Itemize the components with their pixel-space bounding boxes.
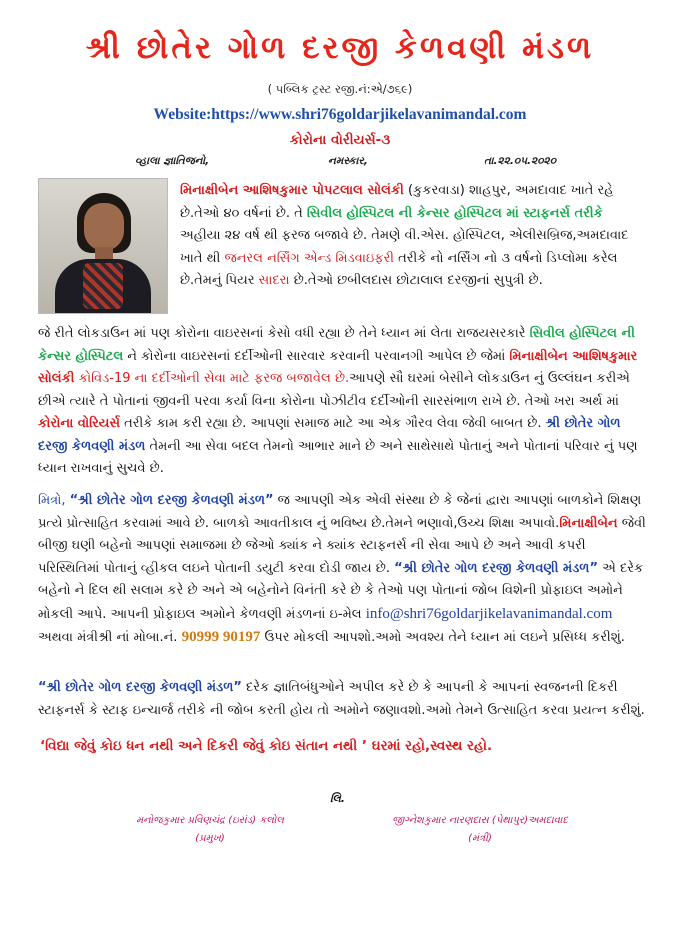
nurse-name: મિનાક્ષીબેન <box>559 515 618 531</box>
greeting: વ્હાલા જ્ઞાતિજનો, <box>135 155 210 167</box>
email-link[interactable]: info@shri76goldarjikelavanimandal.com <box>365 605 613 622</box>
phone-number[interactable]: 90999 90197 <box>181 629 261 645</box>
course-name: જનરલ નર્સિંગ એન્ડ મિડવાઇફરી <box>224 250 395 266</box>
hospital-name: સિવીલ હોસ્પિટલ ની કેન્સર હોસ્પિટલ <box>38 326 635 364</box>
organization-title: શ્રી છોતેર ગોળ દરજી કેળવણી મંડળ <box>85 30 595 66</box>
signature-president <box>110 812 310 848</box>
president-role: (પ્રમુખ) <box>195 833 225 844</box>
service-paragraph: જે રીતે લોકડાઉન માં પણ કોરોના વાઇરસનાં કેસો વધી રહ્યા છે તેને ધ્યાન માં લેતા રાજયસરકારે સિવીલ હોસ્પિટલ ની કેન્સર હોસ્પિટલ ને કોરોના વાઇરસનાં દર્દીઓની સારવાર કરવાની પરવાનગી આપેલ છે જેમાં મિનાક્ષીબેન આશિષકુમાર સોલંકી કોવિડ-19 ના દર્દીઓની સેવા માટે ફરજ બજાવેલ છે.આપણે સૌ ઘરમાં બેસીને લોકડાઉન નું ઉલ્લંઘન કરીએ છીએ ત્યારે તે પોતાનાં જીવની પરવા કર્યા વિના કોરોના પોઝીટીવ દર્દીઓની સારસંભાળ રાખે છે. તેઓ ખરા અર્થ માં કોરોના વોરિયર્સ તરીકે કામ કરી રહ્યા છે. આપણાં સમાજ માટે આ એક ગૌરવ લેવા જેવી બાબત છે. શ્રી છોતેર ગોળ દરજી કેળવણી મંડળ તેમની આ સેવા બદલ તેમનો આભાર માને છે અને સાથેસાથે પોતાનું અને પોતાનાં પરિવાર નું પણ ધ્યાન રાખવાનું સુચવે છે. <box>38 326 638 476</box>
namaskar: નમસ્કાર, <box>328 155 368 167</box>
nurse-name: મિનાક્ષીબેન આશિષકુમાર સોલંકી <box>38 348 638 386</box>
hospital-name: સિવીલ હોસ્પિટલ ની કેન્સર હોસ્પિટલ માં સ્ટાફનર્સ તરીકે <box>306 205 603 221</box>
village-name: સાદરા <box>258 273 290 288</box>
slogan-line <box>40 738 650 754</box>
signature-li: લિ. <box>330 792 345 805</box>
quote-text: ‘વિદ્યા જેવું કોઇ ધન નથી અને દિકરી જેવું કોઇ સંતાન નથી ’ <box>40 738 368 754</box>
letter-date: તા.૨૨.૦૫.૨૦૨૦ <box>484 155 557 167</box>
corona-warriors: કોરોના વોરિયર્સ <box>38 416 120 431</box>
request-paragraph: “શ્રી છોતેર ગોળ દરજી કેળવણી મંડળ” દરેક જ્ઞાતિબંધુઓને અપીલ કરે છે કે આપની કે આપનાં સ્વજનની દિકરી સ્ટાફનર્સ કે સ્ટાફ ઇન્ચાર્જ તરીકે ની જોબ કરતી હોય તો અમોને જણાવશો.અમો તેમને ઉત્સાહિત કરવા પ્રયત્ન કરીશું. <box>38 680 645 718</box>
mandal-name: શ્રી છોતેર ગોળ દરજી કેળવણી મંડળ <box>38 416 621 454</box>
president-name: મનોજકુમાર પ્રવિણચંદ્ર (ઇસંડ) કલોલ <box>136 815 284 826</box>
secretary-role: (મંત્રી) <box>468 833 492 844</box>
appeal-paragraph: મિત્રો, “શ્રી છોતેર ગોળ દરજી કેળવણી મંડળ” જ આપણી એક એવી સંસ્થા છે કે જેનાં દ્વારા આપણાં બાળકોને શિક્ષણ પ્રત્યે પ્રોત્સાહિત કરવામાં આવે છે. બાળકો આવતીકાલ નું ભવિષ્ય છે.તેમને ભણાવો,ઉચ્ચ શિક્ષા અપાવો.મિનાક્ષીબેન જેવી બીજી ઘણી બહેનો આપણાં સમાજમા છે જેઓ ક્યાંક ને ક્યાંક સ્ટાફનર્સ ની સેવા આપે છે અને આવી કપરી પરિસ્થિતિમાં પોતાનું વ્હીકલ લઇને પોતાની ડયુટી કરવા દોડી જાય છે. “શ્રી છોતેર ગોળ દરજી કેળવણી મંડળ” એ દરેક બહેનો ને દિલ થી સલામ કરે છે અને એ બહેનોને વિનંતી કરે છે કે તેઓ પણ પોતાનાં જોબ વિશેની પ્રોફાઇલ અમોને મોકલી આપે. આપની પ્રોફાઇલ અમોને કેળવણી મંડળનાં ઇ-મેલ info@shri76goldarjikelavanimandal.com અથવા મંત્રીશ્રી નાં મોબા.નં. 90999 90197 ઉપર મોકલી આપશો.અમો અવશ્ય તેને ધ્યાન માં લઇને પ્રસિધ્ધ કરીશું. <box>38 493 646 645</box>
website-link[interactable]: Website:https://www.shri76goldarjikelavanimandal.com <box>153 106 527 123</box>
intro-paragraph: મિનાક્ષીબેન આશિષકુમાર પોપટલાલ સોલંકી (કુકરવાડા) શાહપુર, અમદાવાદ ખાતે રહે છે.તેઓ ૪૦ વર્ષનાં છે. તે સિવીલ હોસ્પિટલ ની કેન્સર હોસ્પિટલ માં સ્ટાફનર્સ તરીકે અહીયા ૨૪ વર્ષ થી ફરજ બજાવે છે. તેમણે વી.એસ. હોસ્પિટલ, એલીસબ્રિજ,અમદાવાદ ખાતે થી જનરલ નર્સિંગ એન્ડ મિડવાઇફરી તરીકે નો નર્સિંગ નો ૩ વર્ષનો ડિપ્લોમા કરેલ છે.તેમનું પિયર સાદરા છે.તેઓ છબીલદાસ છોટાલાલ દરજીનાં સુપુત્રી છે. <box>180 183 629 288</box>
mandal-name: “શ્રી છોતેર ગોળ દરજી કેળવણી મંડળ” <box>394 560 598 576</box>
mandal-name: “શ્રી છોતેર ગોળ દરજી કેળવણી મંડળ” <box>69 493 274 508</box>
mandal-name: “શ્રી છોતેર ગોળ દરજી કેળવણી મંડળ” <box>38 680 242 695</box>
registration-number: ( પબ્લિક ટ્રસ્ટ રજી.નં:એ/૭૬૯) <box>267 82 413 96</box>
stay-home-slogan: ઘરમાં રહો,સ્વસ્થ રહો. <box>367 738 493 754</box>
nurse-name: મિનાક્ષીબેન આશિષકુમાર પોપટલાલ સોલંકી <box>180 183 404 198</box>
signature-secretary <box>340 812 620 848</box>
woman-portrait-photo <box>38 178 168 314</box>
series-title: કોરોના વોરીયર્સ-૩ <box>289 132 391 148</box>
secretary-name: જીગ્નેશકુમાર નારણદાસ (પેથાપુર)અમદાવાદ <box>392 815 568 826</box>
